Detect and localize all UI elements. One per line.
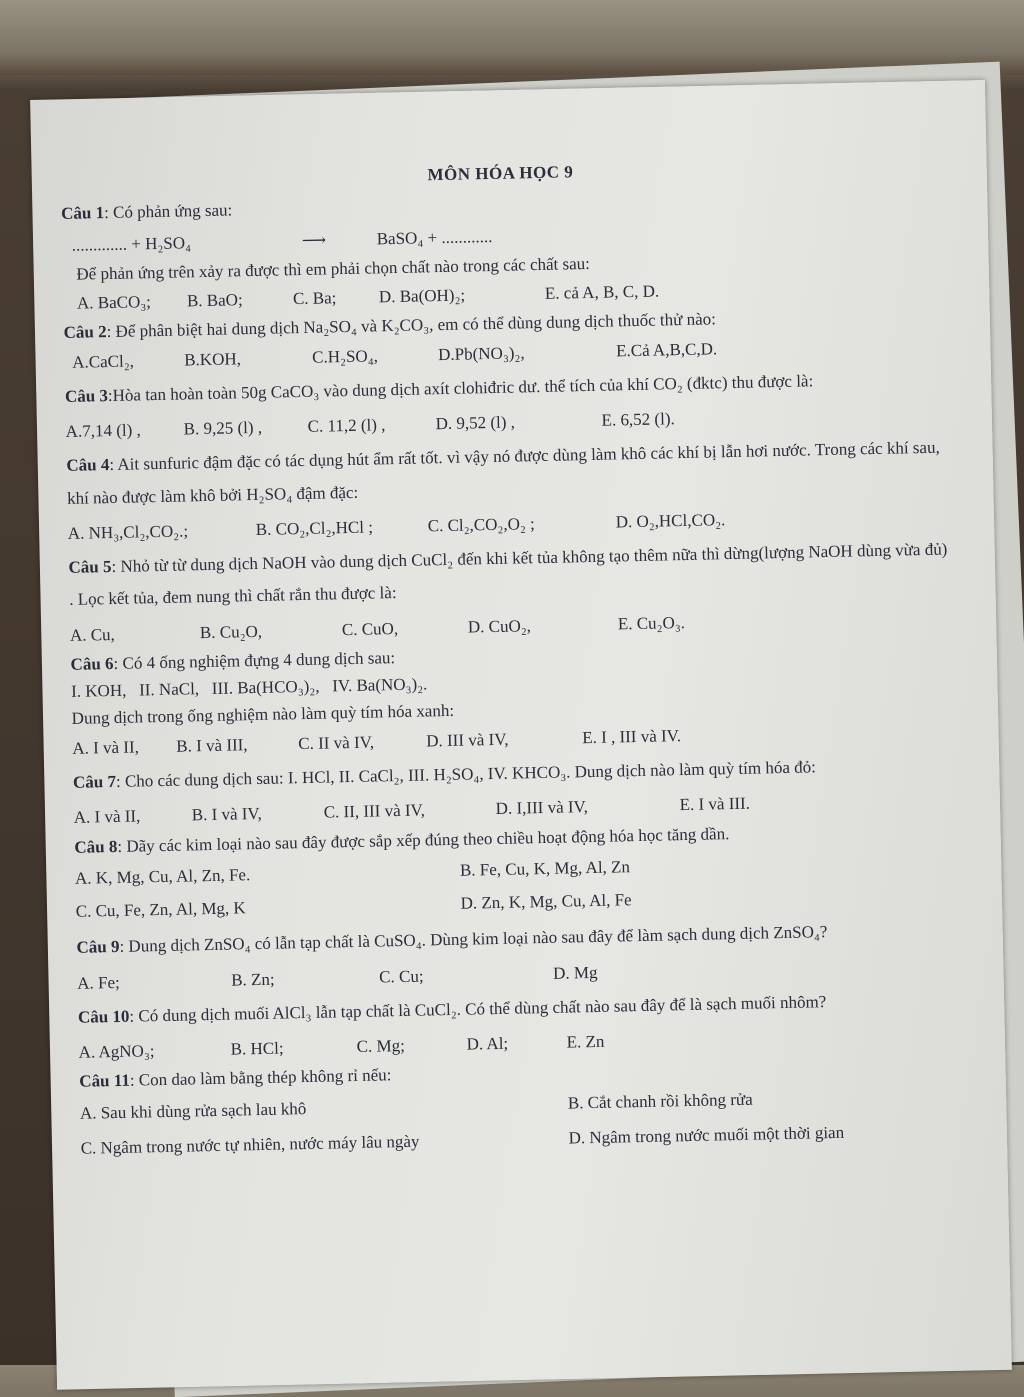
question-7 (73, 748, 954, 828)
exam-title: MÔN HÓA HỌC 9 (427, 162, 574, 185)
question-8 (74, 818, 956, 922)
option-d: D. Zn, K, Mg, Cu, Al, Fe (460, 890, 632, 913)
option-c: C. Ba; (292, 288, 337, 309)
question-stem: Câu 8: Dãy các kim loại nào sau đây được sắp xếp đúng theo chiều hoạt động hóa học tăng dần. (74, 823, 730, 857)
question-stem: Câu 11: Con dao làm bằng thép không rỉ nếu: (79, 1065, 392, 1092)
question-extra: Để phản ứng trên xảy ra được thì em phải chọn chất nào trong các chất sau: (76, 253, 591, 284)
option-c: C. Mg; (356, 1036, 406, 1057)
question-3 (65, 362, 946, 442)
option-c: C. Cu; (378, 966, 424, 987)
option-d: D. III và IV, (426, 729, 509, 751)
option-c: C. 11,2 (l) , (307, 415, 386, 436)
option-a: A. Fe; (77, 972, 120, 993)
option-e: E. I , III và IV. (582, 725, 682, 747)
option-e: E. Cu₂O₃. (617, 612, 686, 634)
option-b: B. BaO; (186, 290, 243, 311)
option-d: D. Al; (466, 1033, 509, 1054)
option-e: E. 6,52 (l). (601, 409, 675, 430)
question-6 (70, 635, 952, 758)
exam-content (60, 142, 961, 1169)
question-stem: Câu 2: Để phân biệt hai dung dịch Na₂SO₄ và K₂CO₃, em có thể dùng dung dịch thuốc thử nào: (63, 309, 717, 343)
option-c: C. Cu, Fe, Zn, Al, Mg, K (75, 898, 246, 921)
option-d: D. Ba(OH)₂; (378, 285, 466, 307)
option-d: D. Ngâm trong nước muối một thời gian (568, 1122, 845, 1148)
answer-options (80, 1084, 961, 1159)
option-a: A. Cu, (69, 624, 116, 645)
option-c: C. Cl₂,CO₂,O₂ ; (427, 514, 535, 536)
question-stem: Câu 4: Ait sunfuric đậm đặc có tác dụng hút ẩm rất tốt. vì vậy nó được dùng làm khô các khí bị lẫn hơi nước. Trong các khí sau, khí nào được làm khô bởi H₂SO₄ đậm đặc: (66, 437, 940, 508)
question-5 (68, 534, 950, 646)
reaction-equation: ............. + H₂SO₄ ⟶ BaSO₄ + ............ (71, 226, 493, 255)
option-a: A. BaCO₃; (76, 292, 152, 313)
option-e: E. Zn (566, 1031, 605, 1052)
option-b: B. HCl; (230, 1038, 284, 1059)
question-stem: Câu 3:Hòa tan hoàn toàn 50g CaCO₃ vào dung dịch axít clohiđric dư. thể tích của khí CO₂ (đktc) thu được là: (64, 371, 814, 406)
desk-background (0, 0, 1024, 75)
option-a: A.CaCl₂, (72, 350, 135, 372)
question-10 (78, 983, 959, 1063)
question-9 (76, 914, 957, 994)
option-b: B. Cu₂O, (199, 621, 263, 642)
option-a: A. I và II, (73, 806, 141, 828)
option-c: C. II, III và IV, (323, 800, 426, 822)
option-d: D. 9,52 (l) , (435, 412, 516, 434)
option-a: A. Sau khi dùng rửa sạch lau khô (79, 1098, 307, 1123)
question-stem: Câu 9: Dung dịch ZnSO₄ có lẫn tạp chất là CuSO₄. Dùng kim loại nào sau đây để làm sạch dung dịch ZnSO₄? (76, 922, 828, 958)
question-2 (63, 304, 944, 373)
question-stem: Câu 6: Có 4 ống nghiệm đựng 4 dung dịch sau: (70, 648, 396, 674)
option-b: B. 9,25 (l) , (183, 417, 263, 439)
answer-options (75, 849, 956, 922)
option-c: C. Ngâm trong nước tự nhiên, nước máy lâu ngày (80, 1131, 420, 1158)
question-extra: Dung dịch trong ống nghiệm nào làm quỳ tím hóa xanh: (71, 701, 455, 729)
option-a: A. NH₃,Cl₂,CO₂.; (67, 521, 189, 543)
option-c: C.H₂SO₄, (311, 345, 379, 367)
option-b: B. I và III, (176, 734, 248, 756)
option-a: A. AgNO₃; (78, 1041, 155, 1062)
option-b: B. I và IV, (191, 804, 262, 825)
option-e: E.Cả A,B,C,D. (615, 338, 718, 360)
option-d: D. Mg (552, 962, 598, 983)
option-a: A. I và II, (72, 737, 140, 758)
solution-list: I. KOH, II. NaCl, III. Ba(HCO₃)₂, IV. Ba(NO₃)₂. (70, 674, 428, 702)
option-e: E. cả A, B, C, D. (544, 281, 660, 303)
question-4 (66, 432, 948, 544)
option-b: B. Cắt chanh rồi không rửa (567, 1089, 753, 1113)
question-1 (61, 185, 943, 314)
option-b: B. Zn; (231, 969, 275, 990)
option-b: B.KOH, (184, 348, 242, 369)
option-d: D. O₂,HCl,CO₂. (615, 510, 726, 532)
option-e: E. I và III. (679, 793, 751, 815)
option-b: B. Fe, Cu, K, Mg, Al, Zn (459, 857, 631, 880)
question-stem: Câu 7: Cho các dung dịch sau: I. HCl, II. CaCl₂, III. H₂SO₄, IV. KHCO₃. Dung dịch nào làm quỳ tím hóa đỏ: (72, 757, 817, 792)
option-d: D. CuO₂, (467, 615, 532, 637)
option-b: B. CO₂,Cl₂,HCl ; (255, 517, 374, 539)
question-stem: Câu 10: Có dung dịch muối AlCl₃ lẫn tạp chất là CuCl₂. Có thể dùng chất nào sau đây để là sạch muối nhôm? (77, 991, 827, 1027)
question-stem: Câu 1: Có phản ứng sau: (60, 200, 233, 224)
option-d: D. I,III và IV, (495, 797, 589, 819)
option-d: D.Pb(NO₃)₂, (437, 342, 525, 364)
question-stem: Câu 5: Nhỏ từ từ dung dịch NaOH vào dung dịch CuCl₂ đến khi kết tủa không tạo thêm nữa thì dừng(lượng NaOH dùng vừa đủ) . Lọc kết tủa, đem nung thì chất rắn thu được là: (68, 539, 948, 610)
question-11 (79, 1053, 961, 1159)
option-c: C. CuO, (341, 618, 399, 639)
option-c: C. II và IV, (298, 732, 375, 753)
option-a: A.7,14 (l) , (65, 420, 141, 441)
option-a: A. K, Mg, Cu, Al, Zn, Fe. (74, 864, 251, 888)
